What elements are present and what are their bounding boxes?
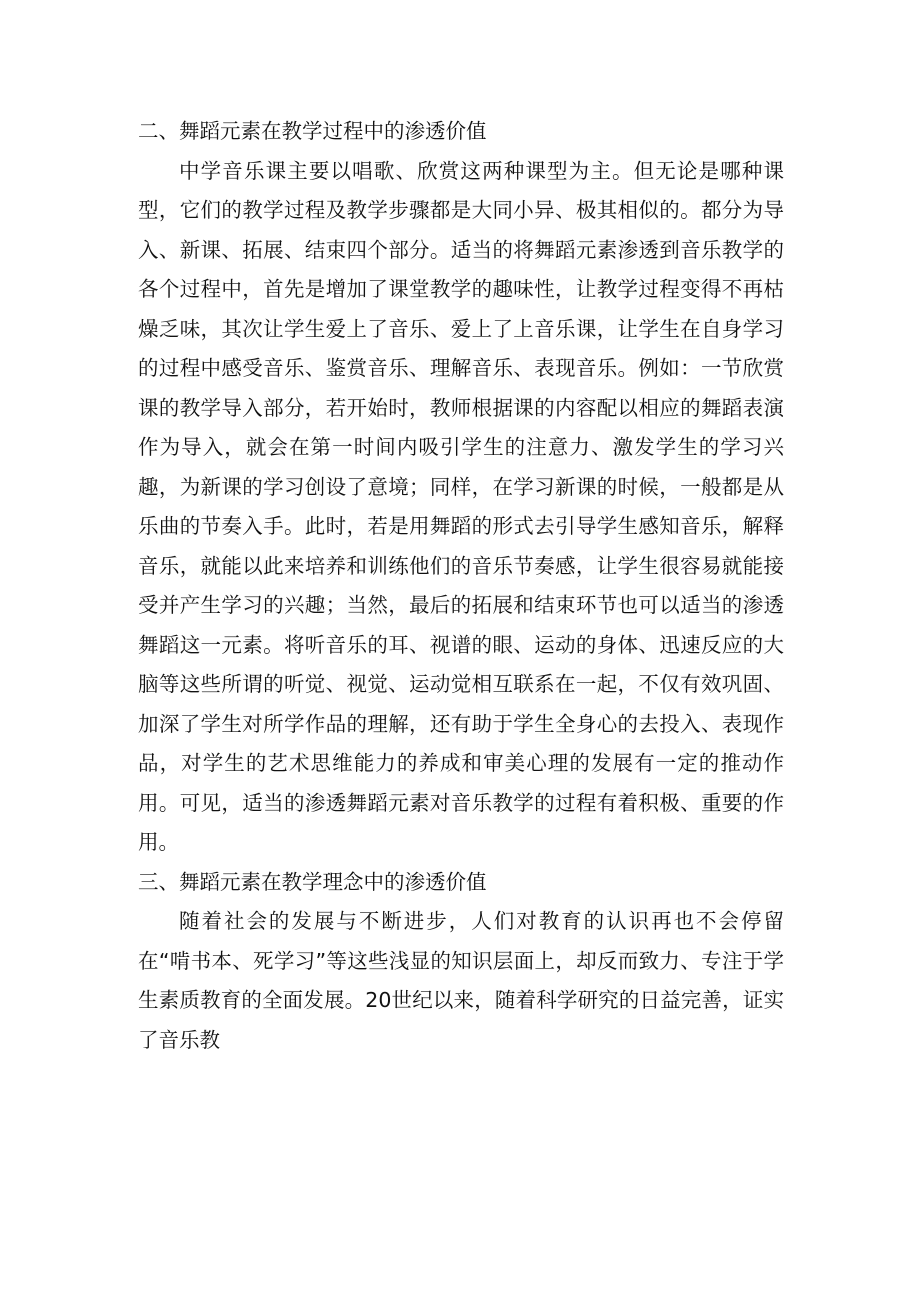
section-paragraph-3: 随着社会的发展与不断进步，人们对教育的认识再也不会停留在“啃书本、死学习”等这些浅显的知识层面上，却反而致力、专注于学生素质教育的全面发展。20世纪以来，随着科学研究的日益完善，证实了音乐教	[138, 909, 784, 1052]
document-body	[138, 112, 784, 1060]
section-heading-3: 三、舞蹈元素在教学理念中的渗透价值	[138, 869, 487, 894]
section-paragraph-2: 中学音乐课主要以唱歌、欣赏这两种课型为主。但无论是哪种课型，它们的教学过程及教学步骤都是大同小异、极其相似的。都分为导入、新课、拓展、结束四个部分。适当的将舞蹈元素渗透到音乐教学的各个过程中，首先是增加了课堂教学的趣味性，让教学过程变得不再枯燥乏味，其次让学生爱上了音乐、爱上了上音乐课，让学生在自身学习的过程中感受音乐、鉴赏音乐、理解音乐、表现音乐。例如：一节欣赏课的教学导入部分，若开始时，教师根据课的内容配以相应的舞蹈表演作为导入，就会在第一时间内吸引学生的注意力、激发学生的学习兴趣，为新课的学习创设了意境；同样，在学习新课的时候，一般都是从乐曲的节奏入手。此时，若是用舞蹈的形式去引导学生感知音乐，解释音乐，就能以此来培养和训练他们的音乐节奏感，让学生很容易就能接受并产生学习的兴趣；当然，最后的拓展和结束环节也可以适当的渗透舞蹈这一元素。将听音乐的耳、视谱的眼、运动的身体、迅速反应的大脑等这些所谓的听觉、视觉、运动觉相互联系在一起，不仅有效巩固、加深了学生对所学作品的理解，还有助于学生全身心的去投入、表现作品，对学生的艺术思维能力的养成和审美心理的发展有一定的推动作用。可见，适当的渗透舞蹈元素对音乐教学的过程有着积极、重要的作用。	[138, 158, 784, 854]
section-heading-2: 二、舞蹈元素在教学过程中的渗透价值	[138, 119, 487, 143]
